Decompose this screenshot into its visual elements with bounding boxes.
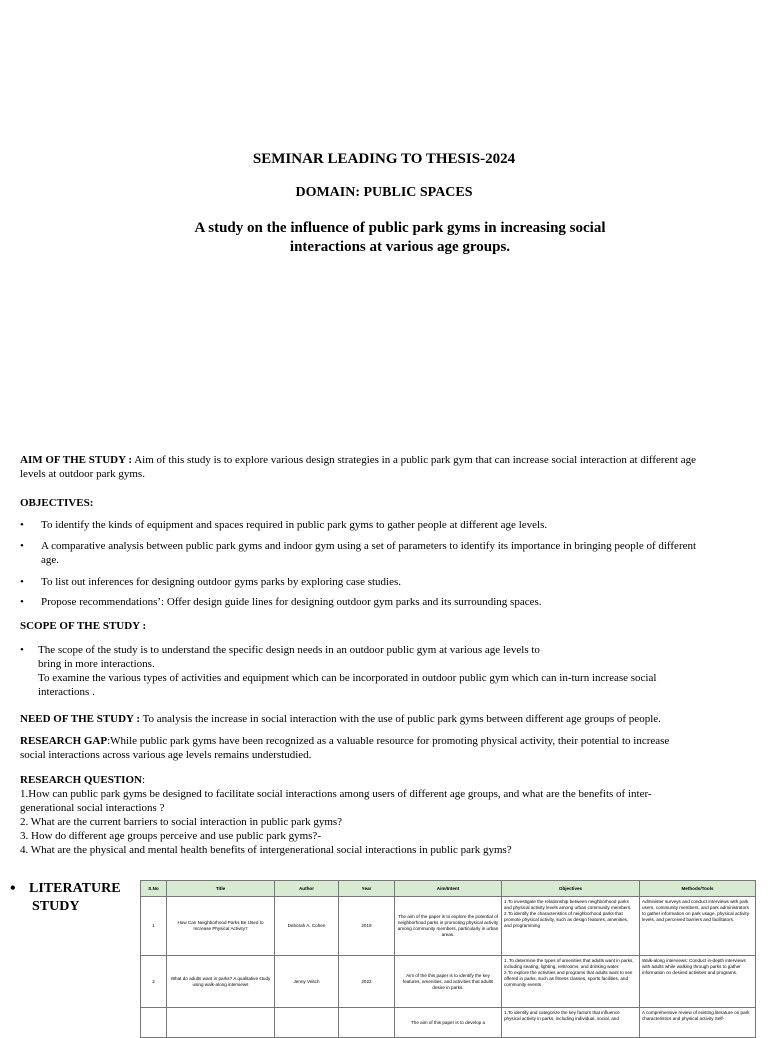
cell-objectives: 1.To investigate the relationship between neighborhood parks and physical activity levels among urban community members. 2.To identify the characteristics of neighborhood parks that promote physical activity, such as design features, amenities, and programming [502, 897, 640, 956]
cell-title: How Can Neighborhood Parks Be Used to Increase Physical Activity? [167, 897, 275, 956]
cell-year: 2022 [339, 956, 395, 1008]
question-item: 1.How can public park gyms be designed to facilitate social interactions among users of different age groups, and what are the benefits of inter-generational social interactions ? [20, 788, 652, 814]
aim-label: AIM OF THE STUDY : [20, 454, 133, 466]
table-header-row [141, 881, 756, 897]
cell-aim: The aim of the paper is to explore the potential of neighborhood parks in promoting physical activity among community members, particularly in urban areas. [395, 897, 502, 956]
table-row [141, 897, 756, 956]
column-header: Methods/Tools [640, 881, 756, 897]
question-item: 3. How do different age groups perceive and use public park gyms?- [20, 830, 321, 842]
objective-item: • Propose recommendations’: Offer design guide lines for designing outdoor gym parks and its surrounding spaces. [20, 596, 542, 608]
literature-table [140, 880, 756, 1038]
question-item: 2. What are the current barriers to social interaction in public park gyms? [20, 816, 343, 828]
gap-label: RESEARCH GAP [20, 735, 108, 747]
scope-label: SCOPE OF THE STUDY : [20, 620, 147, 632]
question-item: 4. What are the physical and mental health benefits of intergenerational social interactions in public park gyms? [20, 844, 512, 856]
cell-sno [141, 1008, 167, 1038]
cell-aim: The aim of this paper is to develop a [395, 1008, 502, 1038]
column-header: Author [275, 881, 339, 897]
question-section: RESEARCH QUESTION: 1.How can public park gyms be designed to facilitate social interactions among users of different age groups, and what are the benefits of inter-generational social interactions ? 2. What are the current barriers to social interaction in public park gyms? 3. How do different age groups perceive and use public park gyms?- 4. What are the physical and mental health benefits of intergenerational social interactions in public park gyms? [20, 773, 680, 857]
need-section [20, 712, 720, 726]
scope-text: • The scope of the study is to understand the specific design needs in an outdoor public gym at various age levels to bring in more interactions. To examine the various types of activities and equipment which can be incorporated in outdoor public gym which can in-turn increase social interactions . [20, 644, 657, 698]
cell-objectives: 1.To identify and categorize the key factors that influence physical activity in parks, including individual, social, and [502, 1008, 640, 1038]
objective-item: • A comparative analysis between public park gyms and indoor gym using a set of parameters to identify its importance in bringing people of different age. [20, 540, 697, 566]
cell-objectives: 1. To determine the types of amenities that adults want in parks, including seating, lighting, restrooms, and drinking water. 2.To explore the activities and programs that adults want to see offered in parks, such as fitness classes, sports facilities, and community events [502, 956, 640, 1008]
column-header: S.No [141, 881, 167, 897]
need-label: NEED OF THE STUDY : [20, 713, 141, 725]
table-row [141, 956, 756, 1008]
gap-section [20, 734, 680, 762]
cell-year: 2019 [339, 897, 395, 956]
aim-text: Aim of this study is to explore various design strategies in a public park gym that can increase social interaction at different age levels at outdoor park gyms. [20, 454, 697, 480]
objective-item: • To list out inferences for designing outdoor gyms parks by exploring case studies. [20, 576, 402, 588]
column-header: Aim/Intent [395, 881, 502, 897]
table-row [141, 1008, 756, 1038]
objectives-label: OBJECTIVES: [20, 497, 94, 509]
cell-methods: A comprehensive review of existing literature on park characteristics and physical activity Self- [640, 1008, 756, 1038]
column-header: Year [339, 881, 395, 897]
cell-author: Deborah A. Cohen [275, 897, 339, 956]
domain-heading: DOMAIN: PUBLIC SPACES [295, 185, 473, 200]
column-header: Title [167, 881, 275, 897]
cell-author [275, 1008, 339, 1038]
cell-year [339, 1008, 395, 1038]
objective-item: • To identify the kinds of equipment and spaces required in public park gyms to gather people at different age levels. [20, 519, 548, 531]
cell-methods: Administer surveys and conduct interviews with park users, community members, and park administrators to gather information on park usage, physical activity levels, and perceived barriers and facilitators. [640, 897, 756, 956]
seminar-heading: SEMINAR LEADING TO THESIS-2024 [252, 151, 516, 167]
aim-section [20, 453, 720, 481]
cell-methods: Walk-along interviews: Conduct in-depth interviews with adults while walking through parks to gather information on desired activities and programs. [640, 956, 756, 1008]
cell-sno: 1 [141, 897, 167, 956]
gap-text: :While public park gyms have been recognized as a valuable resource for promoting physical activity, their potential to increase social interactions across various age levels remains understudied. [20, 735, 670, 761]
study-title: A study on the influence of public park gyms in increasing social interactions at various age groups. [194, 220, 606, 255]
cell-sno: 2 [141, 956, 167, 1008]
cell-title [167, 1008, 275, 1038]
cell-aim: Aim of the this paper is to identify the key features, amenities, and activities that adults desire in parks. [395, 956, 502, 1008]
cell-author: Jenny Veitch [275, 956, 339, 1008]
column-header: Objectives [502, 881, 640, 897]
need-text: To analysis the increase in social interaction with the use of public park gyms between different age groups of people. [140, 713, 661, 725]
question-label: RESEARCH QUESTION [20, 774, 142, 786]
cell-title: What do adults want in parks? A qualitative study using walk-along interviews [167, 956, 275, 1008]
literature-label: • LITERATURE STUDY [10, 880, 121, 914]
